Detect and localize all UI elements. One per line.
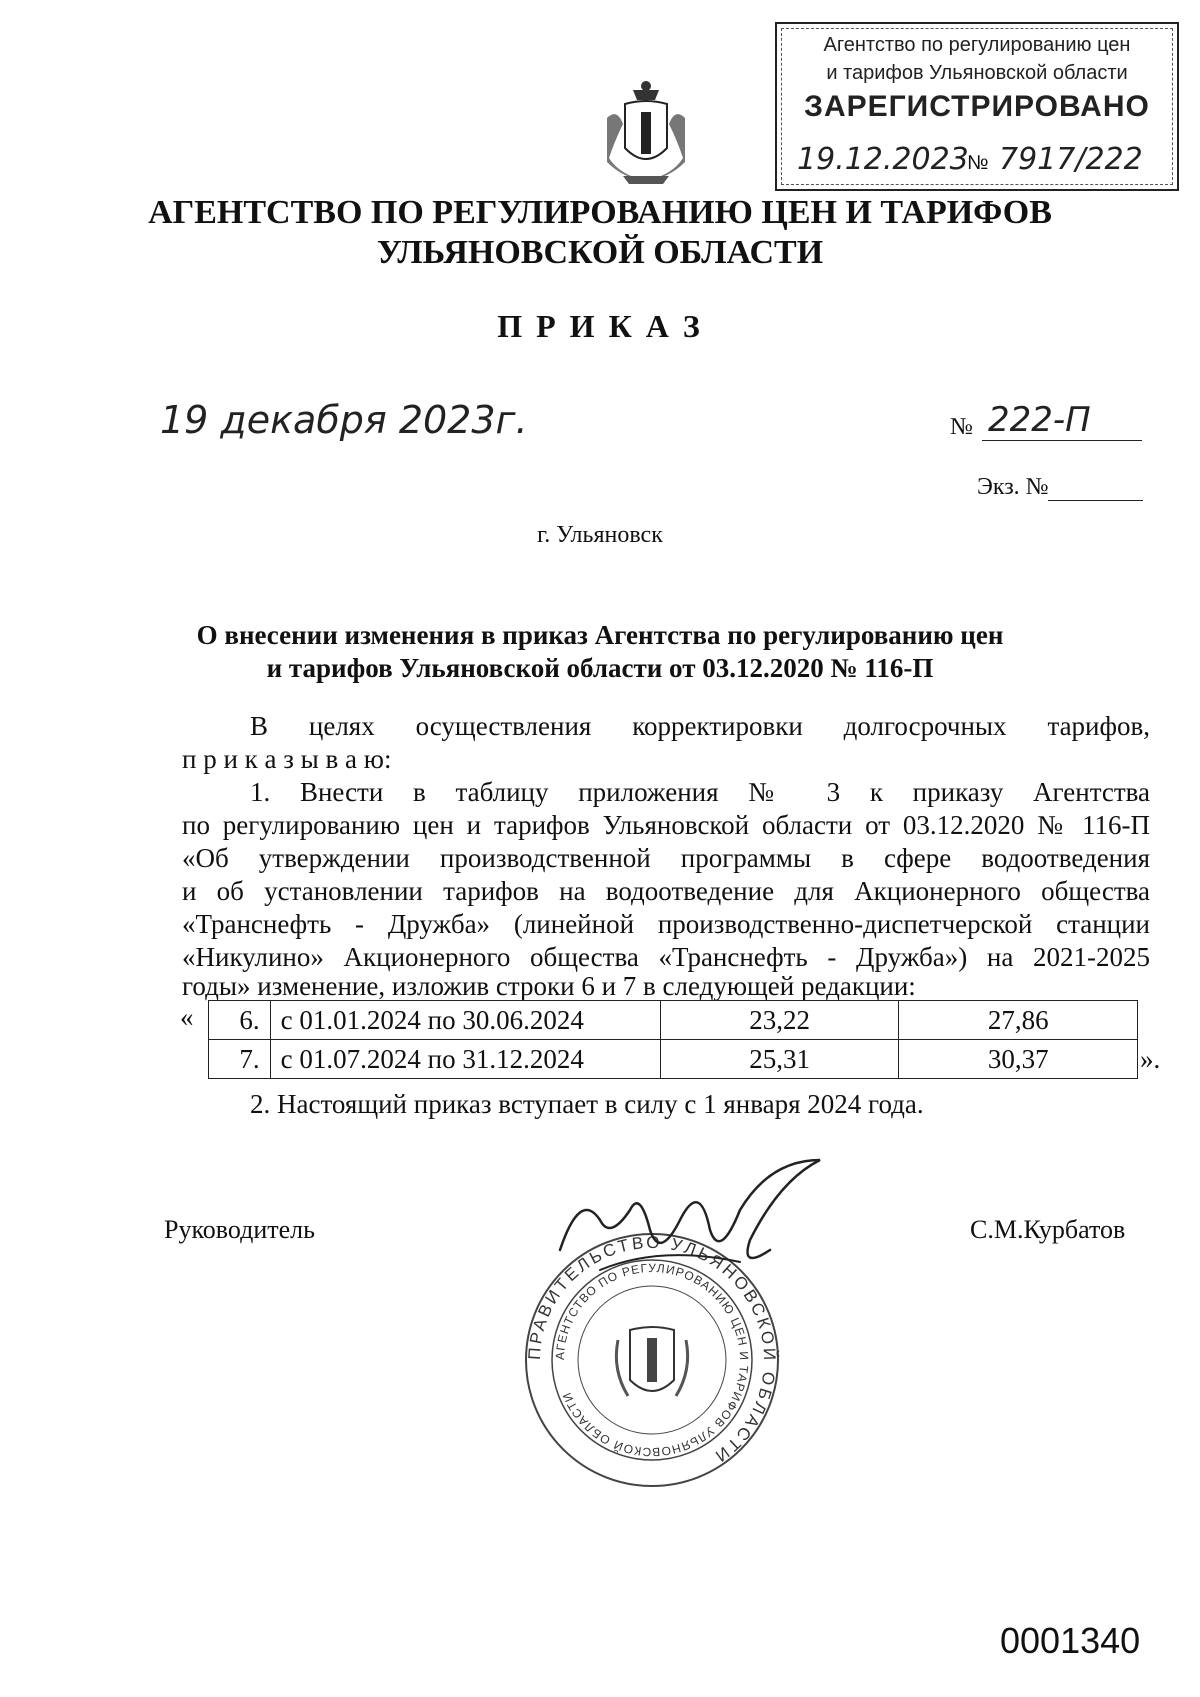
seal-emblem-icon (616, 1327, 687, 1396)
registration-stamp (775, 22, 1179, 191)
stamp-registered: ЗАРЕГИСТРИРОВАНО (804, 90, 1150, 123)
row-value-1: 25,31 (660, 1040, 899, 1079)
agency-name-line-2: УЛЬЯНОВСКОЙ ОБЛАСТИ (376, 234, 824, 271)
copy-label: Экз. № (977, 474, 1049, 500)
order-title-line-1: О внесении изменения в приказ Агентства по регулированию цен (196, 620, 1004, 650)
signatory-name: С.М.Курбатов (970, 1215, 1126, 1244)
row-value-2: 30,37 (899, 1040, 1138, 1079)
document-serial-number: 0001340 (1000, 1620, 1141, 1661)
row-number: 7. (209, 1040, 271, 1079)
item2-paragraph: 2. Настоящий приказ вступает в силу с 1 января 2024 года. (250, 1089, 924, 1119)
signatory-position: Руководитель (164, 1215, 315, 1244)
table-row (209, 1040, 1138, 1079)
tariff-table (208, 1000, 1138, 1079)
handwritten-number: 222-П (988, 400, 1091, 440)
number-label: № (950, 414, 973, 440)
table-row (209, 1001, 1138, 1040)
seal-inner-text: АГЕНТСТВО ПО РЕГУЛИРОВАНИЮ ЦЕН И ТАРИФОВ УЛЬЯНОВСКОЙ ОБЛАСТИ (552, 1260, 752, 1460)
quote-open: « (180, 1002, 194, 1032)
item1-line-1: 1. Внести в таблицу приложения № 3 к приказу Агентства (250, 777, 1150, 807)
number-underline (982, 440, 1142, 441)
document-type: П Р И К А З (497, 308, 703, 344)
city: г. Ульяновск (537, 522, 663, 548)
item1-line-6: «Никулино» Акционерного общества «Транснефть - Дружба») на 2021-2025 (182, 942, 1150, 972)
stamp-date: 19.12.2023 (797, 142, 969, 177)
stamp-line-2: и тарифов Ульяновской области (826, 62, 1128, 84)
item1-line-3: «Об утверждении производственной программы в сфере водоотведения (182, 843, 1150, 873)
stamp-line-1: Агентство по регулированию цен (823, 34, 1131, 56)
row-period: с 01.07.2024 по 31.12.2024 (270, 1040, 660, 1079)
row-value-2: 27,86 (899, 1001, 1138, 1040)
handwritten-signature (540, 1150, 840, 1290)
stamp-no-label: № (967, 152, 989, 174)
quote-close: ». (1140, 1044, 1161, 1074)
item1-line-last: годы» изменение, изложив строки 6 и 7 в следующей редакции: (182, 971, 916, 1001)
coat-of-arms-emblem (603, 78, 689, 186)
order-word: п р и к а з ы в а ю: (182, 744, 392, 774)
intro-paragraph: В целях осуществления корректировки долгосрочных тарифов, (250, 711, 1150, 741)
row-period: с 01.01.2024 по 30.06.2024 (270, 1001, 660, 1040)
order-title-line-2: и тарифов Ульяновской области от 03.12.2020 № 116-П (266, 653, 934, 683)
stamp-number: 7917/222 (999, 142, 1143, 177)
handwritten-date: 19 декабря 2023г. (160, 398, 528, 442)
copy-number-line (1048, 500, 1143, 501)
item1-line-2: по регулированию цен и тарифов Ульяновской области от 03.12.2020 № 116-П (182, 810, 1150, 840)
agency-name-line-1: АГЕНТСТВО ПО РЕГУЛИРОВАНИЮ ЦЕН И ТАРИФОВ (148, 194, 1052, 231)
item1-line-4: и об установлении тарифов на водоотведение для Акционерного общества (182, 876, 1150, 906)
row-value-1: 23,22 (660, 1001, 899, 1040)
item1-line-5: «Транснефть - Дружба» (линейной производственно-диспетчерской станции (182, 909, 1150, 939)
seal-outer-text: ПРАВИТЕЛЬСТВО УЛЬЯНОВСКОЙ ОБЛАСТИ (524, 1232, 780, 1468)
row-number: 6. (209, 1001, 271, 1040)
